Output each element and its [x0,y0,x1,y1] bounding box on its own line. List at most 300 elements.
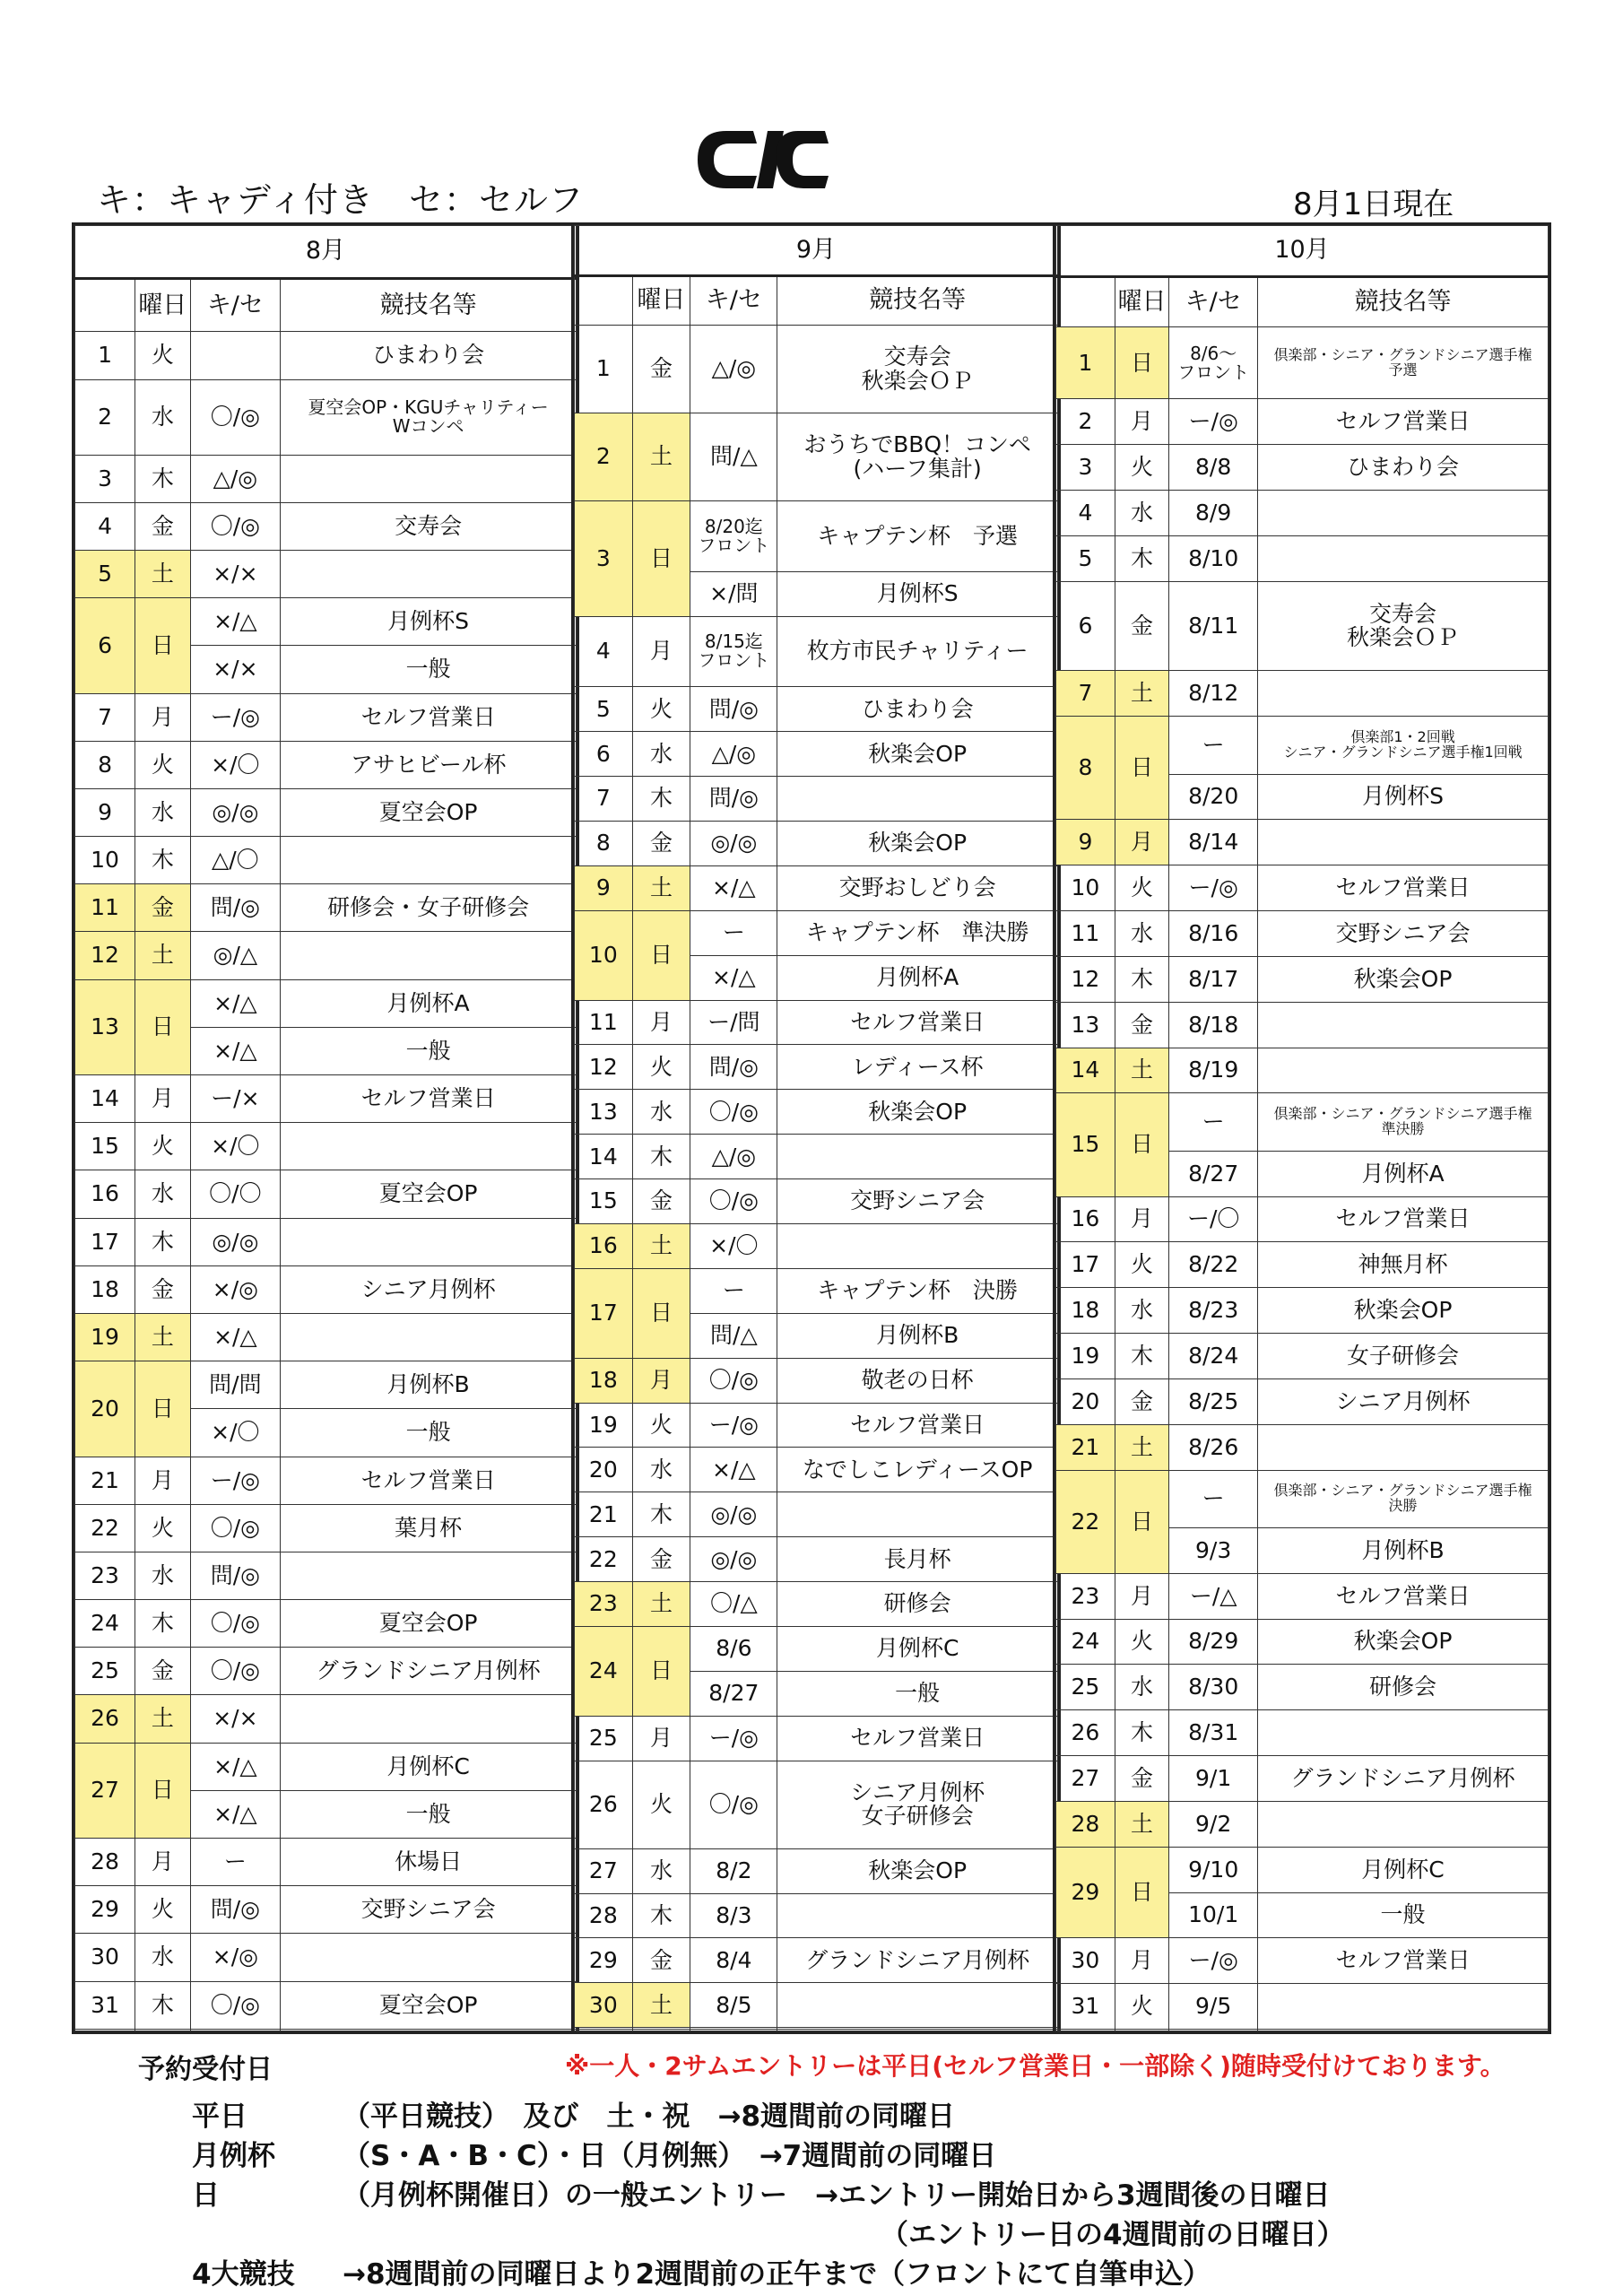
weekday-cell: 日 [135,598,190,693]
table-row [75,598,577,646]
weekday-cell: 土 [1115,1424,1168,1470]
competition-cell: ひまわり会 [281,332,577,379]
competition-cell: 月例杯C [1258,1847,1549,1892]
caddie-self-cell: 9/1 [1169,1756,1258,1802]
weekday-cell: 木 [135,1218,190,1265]
table-row [75,1313,577,1361]
weekday-cell: 火 [135,1886,190,1934]
caddie-self-cell: ー/◎ [690,1716,777,1761]
competition-cell: セルフ営業日 [1258,1938,1549,1984]
table-row [575,1627,1058,1672]
weekday-header: 曜日 [1115,276,1168,327]
table-row [75,1648,577,1695]
day-cell [75,2029,135,2031]
day-cell: 29 [575,1938,633,1983]
weekday-cell: 月 [632,1000,690,1045]
weekday-cell: 土 [632,1224,690,1269]
table-row [75,932,577,979]
caddie-self-cell: 8/16 [1169,911,1258,957]
table-row [575,1403,1058,1448]
weekday-cell: 土 [1115,1048,1168,1093]
day-cell: 22 [75,1504,135,1552]
schedule-table [74,225,577,2031]
competition-cell [1258,1002,1549,1048]
table-row [75,884,577,932]
caddie-self-cell: ×/△ [690,1448,777,1492]
competition-cell [777,777,1058,822]
weekday-cell: 木 [632,777,690,822]
weekday-cell: 水 [632,732,690,777]
weekday-cell: 日 [632,910,690,1000]
day-cell: 24 [75,1600,135,1648]
day-cell: 25 [1056,1665,1115,1710]
competition-cell: 交寿会 [281,502,577,550]
day-cell: 27 [1056,1756,1115,1802]
competition-cell: 女子研修会 [1258,1334,1549,1379]
day-cell: 10 [1056,865,1115,911]
day-cell: 25 [575,1716,633,1761]
weekday-cell: 火 [135,332,190,379]
day-cell: 9 [1056,820,1115,865]
caddie-self-cell: ×/〇 [190,1409,281,1457]
day-cell: 12 [1056,956,1115,1002]
day-cell: 1 [1056,327,1115,399]
competition-cell: 休場日 [281,1839,577,1886]
table-row [575,2030,1058,2031]
table-row [75,1695,577,1743]
day-cell: 4 [1056,490,1115,535]
day-cell: 19 [75,1313,135,1361]
caddie-self-cell: 8/14 [1169,820,1258,865]
weekday-cell: 火 [135,1504,190,1552]
rule-text: （S・A・B・C）・日（月例無） →7週間前の同曜日 [343,2140,997,2172]
table-row [575,1090,1058,1135]
competition-cell: 研修会・女子研修会 [281,884,577,932]
day-cell: 28 [575,1893,633,1938]
day-header [75,279,135,332]
as-of-date: 8月1日現在 [1293,187,1454,222]
table-row [1056,490,1549,535]
day-cell: 15 [575,1179,633,1224]
competition-cell: 一般 [281,1790,577,1838]
competition-cell: ひまわり会 [777,687,1058,732]
day-cell: 15 [1056,1093,1115,1196]
caddie-self-cell: △/◎ [190,455,281,502]
day-cell: 11 [75,884,135,932]
competition-cell: 秋楽会OP [777,1848,1058,1893]
competition-cell: なでしこレディースOP [777,1448,1058,1492]
caddie-self-cell: 8/9 [1169,490,1258,535]
weekday-cell: 木 [1115,1334,1168,1379]
table-row [1056,399,1549,445]
competition-cell: 一般 [777,1671,1058,1716]
day-cell: 14 [1056,1048,1115,1093]
competition-cell [281,837,577,884]
caddie-self-cell: ー [1169,1470,1258,1528]
competition-cell: キャプテン杯 決勝 [777,1268,1058,1313]
weekday-cell: 日 [135,1361,190,1457]
weekday-cell: 火 [632,687,690,732]
day-cell: 1 [575,326,633,413]
caddie-self-cell: ー/◎ [1169,865,1258,911]
weekday-cell: 日 [1115,327,1168,399]
weekday-cell: 木 [135,455,190,502]
table-row [1056,671,1549,717]
competition-cell: 月例杯A [777,955,1058,1000]
weekday-cell: 日 [1115,1093,1168,1196]
table-row [75,1170,577,1218]
caddie-self-cell: ー/× [190,1075,281,1123]
table-row [1056,1847,1549,1892]
day-cell: 26 [75,1695,135,1743]
table-row [575,1268,1058,1313]
calendar-october [1053,222,1551,2034]
caddie-self-cell: 10/1 [1169,1892,1258,1938]
day-cell: 6 [75,598,135,693]
competition-cell [281,932,577,979]
competition-cell [1258,1984,1549,2030]
caddie-self-cell: 8/20迄 フロント [690,501,777,572]
table-row [1056,1196,1549,1242]
day-cell: 30 [575,1983,633,2028]
day-cell: 23 [75,1552,135,1599]
day-cell: 27 [75,1743,135,1838]
table-row [1056,1665,1549,1710]
weekday-cell: 土 [632,1582,690,1627]
day-cell: 19 [1056,1334,1115,1379]
weekday-cell: 月 [135,693,190,741]
table-row [75,550,577,597]
table-row [575,501,1058,572]
competition-cell: 夏空会OP [281,1600,577,1648]
table-row [1056,1938,1549,1984]
rule-label: 4大競技 [192,2258,295,2291]
competition-cell: セルフ営業日 [281,1075,577,1123]
day-cell: 9 [75,788,135,836]
competition-cell: キャプテン杯 予選 [777,501,1058,572]
day-cell: 6 [1056,581,1115,671]
caddie-self-cell: 〇/△ [690,1582,777,1627]
caddie-self-cell: ー/◎ [190,693,281,741]
weekday-cell: 土 [1115,1801,1168,1847]
competition-cell: 月例杯B [281,1361,577,1409]
table-row [1056,1710,1549,1756]
caddie-self-cell: 8/3 [690,1893,777,1938]
caddie-self-cell: 問/◎ [190,1552,281,1599]
table-row [575,1983,1058,2028]
weekday-cell: 金 [135,1265,190,1313]
weekday-cell: 木 [1115,1710,1168,1756]
weekday-cell: 火 [632,1045,690,1090]
day-cell: 26 [1056,1710,1115,1756]
rule-label: 日 [192,2179,220,2212]
table-row [75,1361,577,1409]
weekday-cell: 水 [1115,911,1168,957]
weekday-cell: 月 [1115,399,1168,445]
table-row [575,1448,1058,1492]
competition-cell: 一般 [1258,1892,1549,1938]
table-row [75,1743,577,1790]
day-cell: 5 [75,550,135,597]
table-row [1056,1242,1549,1288]
caddie-self-cell: 問/△ [690,413,777,501]
caddie-self-cell: ×/× [190,1695,281,1743]
competition-cell: 枚方市民チャリティー [777,616,1058,687]
caddie-self-cell: 8/5 [690,1983,777,2028]
competition-cell [281,2029,577,2031]
table-row [1056,717,1549,775]
table-row [75,1218,577,1265]
day-cell: 28 [1056,1801,1115,1847]
table-row [75,837,577,884]
caddie-self-cell: ー/問 [690,1000,777,1045]
table-row [575,1893,1058,1938]
weekday-cell: 月 [632,616,690,687]
weekday-cell: 火 [1115,1242,1168,1288]
competition-cell [1258,671,1549,717]
weekday-cell: 月 [135,1457,190,1504]
day-cell: 26 [575,1761,633,1848]
table-row [75,2029,577,2031]
table-row [1056,1334,1549,1379]
competition-cell: 月例杯B [1258,1528,1549,1574]
weekday-cell: 日 [135,979,190,1074]
caddie-self-cell: 8/27 [690,1671,777,1716]
day-cell: 2 [1056,399,1115,445]
competition-cell: 月例杯A [1258,1151,1549,1196]
competition-cell [281,1123,577,1170]
table-row [575,1492,1058,1537]
table-row [75,1600,577,1648]
competition-cell: 倶楽部1・2回戦 シニア・グランドシニア選手権1回戦 [1258,717,1549,775]
competition-cell: セルフ営業日 [1258,1573,1549,1619]
table-row [75,379,577,455]
day-cell: 4 [75,502,135,550]
weekday-cell: 木 [135,1600,190,1648]
table-row [75,1886,577,1934]
day-cell: 13 [575,1090,633,1135]
weekday-cell: 水 [135,1934,190,1981]
weekday-cell: 木 [632,1135,690,1179]
table-row [575,865,1058,910]
competition-cell: 月例杯C [777,1627,1058,1672]
table-row [1056,1288,1549,1334]
day-header [575,275,633,326]
weekday-cell: 木 [632,1492,690,1537]
weekday-cell: 金 [632,326,690,413]
day-cell: 10 [75,837,135,884]
caddie-self-cell: ×/△ [190,1313,281,1361]
day-cell: 18 [75,1265,135,1313]
competition-cell: セルフ営業日 [1258,1196,1549,1242]
table-row [575,616,1058,687]
caddie-self-cell: 8/15迄 フロント [690,616,777,687]
caddie-self-cell: ×/〇 [690,1224,777,1269]
day-cell: 21 [75,1457,135,1504]
competition-cell [777,2030,1058,2031]
caddie-self-cell: ◎/◎ [690,1537,777,1582]
caddie-self-cell: ◎/◎ [690,822,777,866]
weekday-cell: 月 [1115,1196,1168,1242]
competition-cell: シニア月例杯 女子研修会 [777,1761,1058,1848]
weekday-cell: 木 [632,1893,690,1938]
table-row [1056,1002,1549,1048]
weekday-cell: 火 [1115,865,1168,911]
weekday-cell: 木 [135,837,190,884]
rule-label: 平日 [192,2100,247,2133]
day-cell: 22 [575,1537,633,1582]
day-cell: 11 [1056,911,1115,957]
table-row [75,1504,577,1552]
table-row [75,1981,577,2029]
month-header: 10月 [1056,226,1549,277]
competition-cell: 秋楽会OP [777,822,1058,866]
caddie-self-cell: 8/24 [1169,1334,1258,1379]
caddie-self-cell: ー/◎ [1169,399,1258,445]
day-cell: 17 [75,1218,135,1265]
caddie-self-cell: 〇/◎ [190,502,281,550]
weekday-cell: 金 [632,822,690,866]
table-row [75,1457,577,1504]
caddie-self-cell: △/〇 [190,837,281,884]
table-row [575,1761,1058,1848]
day-cell: 20 [575,1448,633,1492]
competition-cell: 研修会 [777,1582,1058,1627]
caddie-self-cell: 問/◎ [190,1886,281,1934]
competition-cell [777,1224,1058,1269]
table-row [575,777,1058,822]
table-row [75,1075,577,1123]
caddie-self-header: キ/セ [690,275,777,326]
caddie-self-cell: 問/◎ [190,884,281,932]
caddie-self-cell [1169,2029,1258,2031]
caddie-self-cell: 〇/◎ [190,379,281,455]
table-row [1056,1093,1549,1152]
caddie-self-cell: 〇/◎ [190,1648,281,1695]
caddie-self-cell: ×/△ [690,955,777,1000]
day-cell: 5 [575,687,633,732]
weekday-cell: 金 [1115,1756,1168,1802]
day-cell: 1 [75,332,135,379]
table-row [75,502,577,550]
table-row [1056,1424,1549,1470]
day-cell: 17 [1056,1242,1115,1288]
table-row [575,1045,1058,1090]
competition-cell: 夏空会OP [281,1981,577,2029]
day-cell: 4 [575,616,633,687]
caddie-self-cell: 〇/◎ [190,1504,281,1552]
caddie-self-cell: 8/26 [1169,1424,1258,1470]
table-row [75,1123,577,1170]
competition-cell: 秋楽会OP [1258,1288,1549,1334]
caddie-self-cell: 問/△ [690,1313,777,1358]
competition-cell: 月例杯C [281,1743,577,1790]
weekday-cell: 土 [632,865,690,910]
caddie-self-cell: ー/◎ [1169,1938,1258,1984]
weekday-cell: 土 [1115,671,1168,717]
competition-cell [1258,820,1549,865]
weekday-cell: 土 [135,1313,190,1361]
competition-cell: グランドシニア月例杯 [777,1938,1058,1983]
day-cell: 16 [575,1224,633,1269]
table-row [1056,865,1549,911]
month-header: 8月 [75,226,577,279]
table-row [1056,1470,1549,1528]
competition-cell: 研修会 [1258,1665,1549,1710]
competition-cell: キャプテン杯 準決勝 [777,910,1058,955]
caddie-self-cell: 8/22 [1169,1242,1258,1288]
table-row [575,326,1058,413]
day-cell: 22 [1056,1470,1115,1573]
competition-cell [281,1218,577,1265]
weekday-cell: 土 [632,413,690,501]
competition-cell [281,1695,577,1743]
weekday-cell: 土 [135,932,190,979]
competition-cell: グランドシニア月例杯 [281,1648,577,1695]
day-cell: 3 [1056,445,1115,491]
weekday-cell: 水 [135,1552,190,1599]
day-cell: 31 [75,1981,135,2029]
rule-label: 月例杯 [192,2140,275,2172]
weekday-cell: 月 [135,1075,190,1123]
table-row [575,1000,1058,1045]
caddie-self-cell: 〇/◎ [190,1600,281,1648]
competition-cell: 交寿会 秋楽会ＯＰ [1258,581,1549,671]
competition-cell [1258,1801,1549,1847]
table-row [75,1934,577,1981]
day-cell: 12 [575,1045,633,1090]
caddie-self-cell: ×/△ [190,1743,281,1790]
table-row [575,1224,1058,1269]
caddie-self-cell: ×/△ [190,1790,281,1838]
weekday-cell: 日 [1115,1470,1168,1573]
caddie-self-cell: 8/23 [1169,1288,1258,1334]
weekday-cell: 土 [135,1695,190,1743]
weekday-cell: 金 [135,502,190,550]
table-row [1056,1378,1549,1424]
table-row [575,1582,1058,1627]
competition-cell [281,1934,577,1981]
competition-cell: グランドシニア月例杯 [1258,1756,1549,1802]
competition-cell: 月例杯S [1258,774,1549,820]
competition-header: 競技名等 [1258,276,1549,327]
table-row [75,455,577,502]
weekday-cell: 土 [632,1983,690,2028]
weekday-cell: 金 [1115,1378,1168,1424]
caddie-self-cell: ×/〇 [190,741,281,788]
day-cell: 19 [575,1403,633,1448]
competition-cell: セルフ営業日 [1258,865,1549,911]
weekday-cell [1115,2029,1168,2031]
day-cell: 13 [1056,1002,1115,1048]
day-cell: 2 [575,413,633,501]
caddie-self-cell: △/◎ [690,1135,777,1179]
competition-cell [777,1492,1058,1537]
competition-cell: 交野おしどり会 [777,865,1058,910]
competition-cell: セルフ営業日 [281,693,577,741]
competition-cell: セルフ営業日 [777,1000,1058,1045]
caddie-self-cell: ◎/△ [190,932,281,979]
day-cell: 29 [75,1886,135,1934]
caddie-self-cell: 〇/◎ [690,1358,777,1403]
day-cell [1056,2029,1115,2031]
competition-cell: セルフ営業日 [1258,399,1549,445]
day-cell: 7 [1056,671,1115,717]
weekday-cell: 日 [632,1627,690,1717]
day-cell: 9 [575,865,633,910]
competition-cell: 神無月杯 [1258,1242,1549,1288]
caddie-self-cell: ー/△ [1169,1573,1258,1619]
